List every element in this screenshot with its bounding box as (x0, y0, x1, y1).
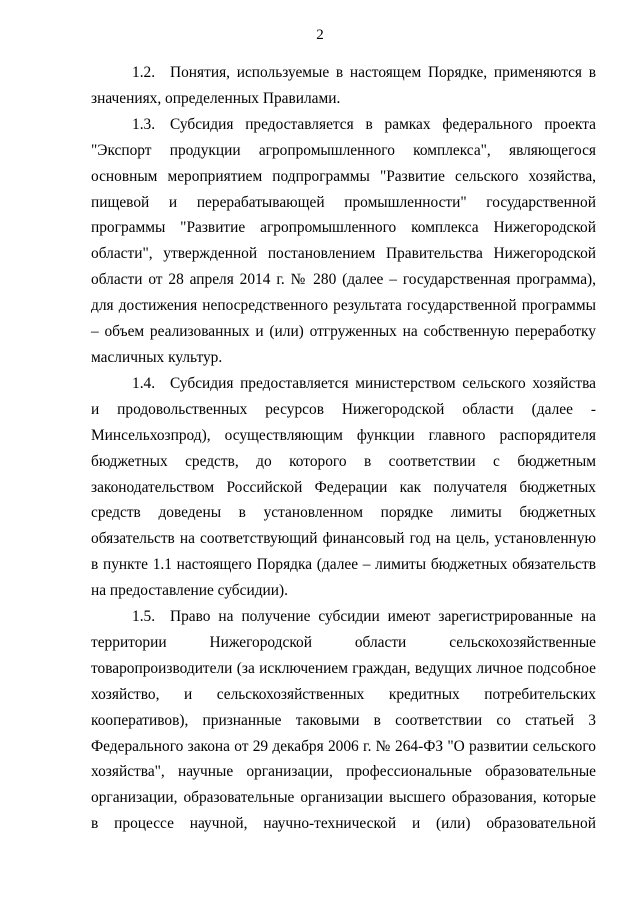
paragraph-1-3 (91, 112, 596, 371)
paragraph-text: Субсидия предоставляется министерством сельского хозяйства и продовольственных ресурсов Нижегородской области (далее - Минсельхозпрод), осуществляющим функции главного распорядителя бюджетных средств, до которого в соответствии с бюджетным законодательством Российской Федерации как получателя бюджетных средств доведены в установленном порядке лимиты бюджетных обязательств на соответствующий финансовый год на цель, установленную в пункте 1.1 настоящего Порядка (далее – лимиты бюджетных обязательств на предоставление субсидии). (91, 374, 596, 600)
paragraph-number: 1.5. (132, 608, 156, 626)
paragraph-1-2 (91, 60, 596, 112)
page-number: 2 (316, 27, 324, 43)
paragraph-1-4 (91, 371, 596, 604)
paragraph-number: 1.2. (132, 64, 156, 81)
paragraph-text: Право на получение субсидии имеют зарегистрированные на территории Нижегородской области сельскохозяйственные товаропроизводители (за исключением граждан, ведущих личное подсобное хозяйство, и сельскохозяйственных кредитных потребительских кооперативов), признанные таковыми в соответствии со статьей 3 Федерального закона от 29 декабря 2006 г. № 264-ФЗ "О развитии сельского хозяйства", научные организации, профессиональные образовательные организации, образовательные организации высшего образования, которые в процессе научной, научно-технической и (или) образовательной (91, 608, 596, 833)
document-body (91, 60, 596, 837)
paragraph-1-5 (91, 604, 596, 837)
paragraph-number: 1.4. (132, 374, 156, 392)
paragraph-text: Понятия, используемые в настоящем Порядке, применяются в значениях, определенных Правилами. (91, 64, 596, 107)
paragraph-number: 1.3. (132, 115, 156, 133)
paragraph-text: Субсидия предоставляется в рамках федерального проекта "Экспорт продукции агропромышленного комплекса", являющегося основным мероприятием подпрограммы "Развитие сельского хозяйства, пищевой и перерабатывающей промышленности" государственной программы "Развитие агропромышленного комплекса Нижегородской области", утвержденной постановлением Правительства Нижегородской области от 28 апреля 2014 г. № 280 (далее – государственная программа), для достижения непосредственного результата государственной программы – объем реализованных и (или) отгруженных на собственную переработку масличных культур. (91, 115, 596, 366)
